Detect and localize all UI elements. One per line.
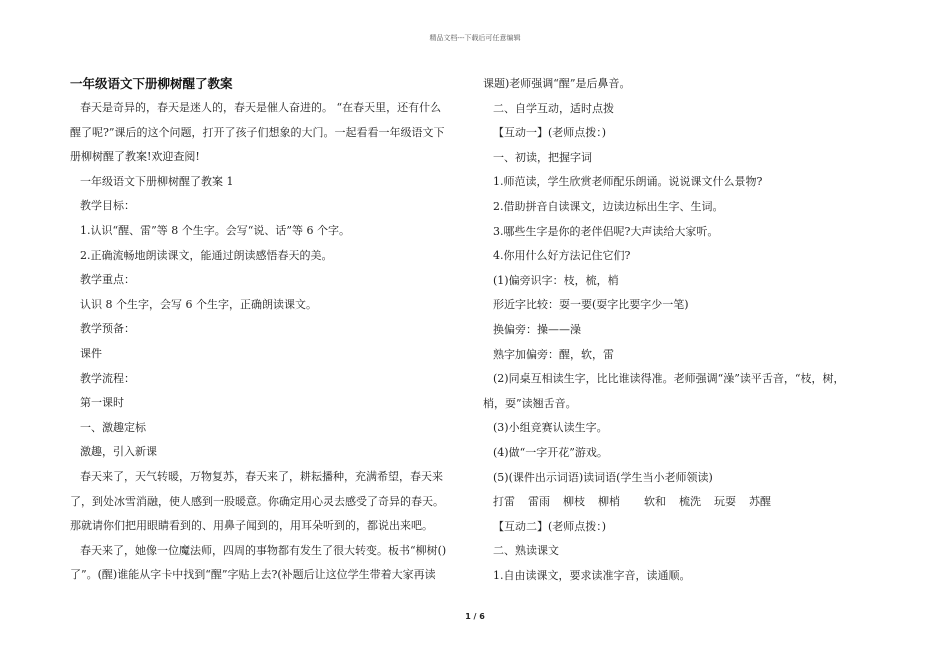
paragraph: 教学目标： — [80, 199, 135, 213]
right-column — [483, 72, 883, 588]
paragraph: 春天来了，她像一位魔法师，四周的事物都有发生了很大转变。板书“柳树() — [80, 543, 447, 557]
paragraph: 教学预备： — [80, 322, 135, 336]
paragraph: (1)偏旁识字：枝，梳，梢 — [493, 273, 619, 287]
page-number: 1 / 6 — [465, 612, 485, 621]
word-item: 柳枝 — [563, 495, 585, 509]
paragraph: 1.认识“醒、雷”等 8 个生字。会写“说、话”等 6 个字。 — [80, 223, 350, 237]
paragraph: 春天是奇异的，春天是迷人的，春天是催人奋进的。 “在春天里，还有什么 — [80, 101, 442, 114]
word-item: 梳洗 — [679, 495, 701, 509]
paragraph: (5)(课件出示词语)读词语(学生当小老师领读) — [493, 470, 713, 484]
paragraph: 认识 8 个生字，会写 6 个生字，正确朗读课文。 — [80, 297, 317, 311]
paragraph: 教学流程： — [80, 371, 135, 385]
word-item: 柳梢 — [598, 495, 620, 509]
word-item: 苏醒 — [749, 495, 771, 509]
word-item: 软和 — [644, 495, 666, 509]
paragraph: 那就请你们把用眼睛看到的、用鼻子闻到的，用耳朵听到的，都说出来吧。 — [70, 519, 433, 533]
paragraph: (4)做“一字开花”游戏。 — [493, 445, 608, 459]
paragraph: 形近字比较：耍一要(耍字比要字少一笔) — [493, 298, 689, 312]
paragraph: 册柳树醒了教案!欢迎查阅! — [70, 150, 200, 164]
paragraph: 课题)老师强调“醒”是后鼻音。 — [483, 77, 631, 90]
paragraph: 4.你用什么好方法记住它们? — [493, 249, 631, 263]
document-title: 一年级语文下册柳树醒了教案 — [70, 76, 233, 91]
word-item: 打雷 — [493, 495, 515, 509]
paragraph: 第一课时 — [80, 396, 124, 410]
paragraph: (3)小组竞赛认读生字。 — [493, 421, 608, 435]
paragraph: 梢，耍”读翘舌音。 — [483, 396, 577, 410]
paragraph: 激趣，引入新课 — [80, 445, 157, 459]
word-item: 雷雨 — [528, 495, 550, 509]
paragraph: 了，到处冰雪消融，使人感到一股暖意。你确定用心灵去感受了奇异的春天。 — [70, 494, 444, 508]
paragraph: 教学重点： — [80, 273, 135, 287]
paragraph: 春天来了，天气转暖，万物复苏，春天来了，耕耘播种，充满希望，春天来 — [80, 469, 443, 483]
paragraph: 换偏旁：操——澡 — [493, 322, 581, 336]
paragraph: 3.哪些生字是你的老伴侣呢?大声读给大家听。 — [493, 224, 719, 238]
paragraph: 醒了呢?”课后的这个问题，打开了孩子们想象的大门。一起看看一年级语文下 — [70, 125, 445, 139]
paragraph: 二、自学互动，适时点拨 — [493, 101, 614, 115]
paragraph: 2.借助拼音自读课文，边读边标出生字、生词。 — [493, 199, 724, 213]
paragraph: 【互动一】(老师点拨：) — [493, 126, 607, 140]
section-heading: 一年级语文下册柳树醒了教案 1 — [80, 174, 234, 188]
paragraph: (2)同桌互相读生字，比比谁读得准。老师强调“澡”读平舌音，“枝，树， — [493, 372, 845, 386]
paragraph: 【互动二】(老师点拨：) — [493, 519, 607, 533]
word-item: 玩耍 — [714, 495, 736, 509]
paragraph: 了”。(醒)谁能从字卡中找到“醒”字贴上去?(补题后让这位学生带着大家再读 — [70, 568, 436, 582]
paragraph: 2.正确流畅地朗读课文，能通过朗读感悟春天的美。 — [80, 248, 333, 262]
paragraph: 一、激趣定标 — [80, 420, 146, 434]
word-list — [483, 490, 883, 515]
paragraph: 1.自由读课文，要求读准字音，读通顺。 — [493, 568, 691, 582]
paragraph: 一、初读，把握字词 — [493, 150, 592, 164]
page-header: 精品文档---下载后可任意编辑 — [429, 34, 521, 42]
paragraph: 课件 — [80, 346, 102, 360]
paragraph: 熟字加偏旁：醒，软，雷 — [493, 347, 614, 361]
paragraph: 二、熟读课文 — [493, 544, 559, 558]
paragraph: 1.师范读，学生欣赏老师配乐朗诵。说说课文什么景物? — [493, 175, 763, 189]
left-column — [70, 74, 460, 588]
